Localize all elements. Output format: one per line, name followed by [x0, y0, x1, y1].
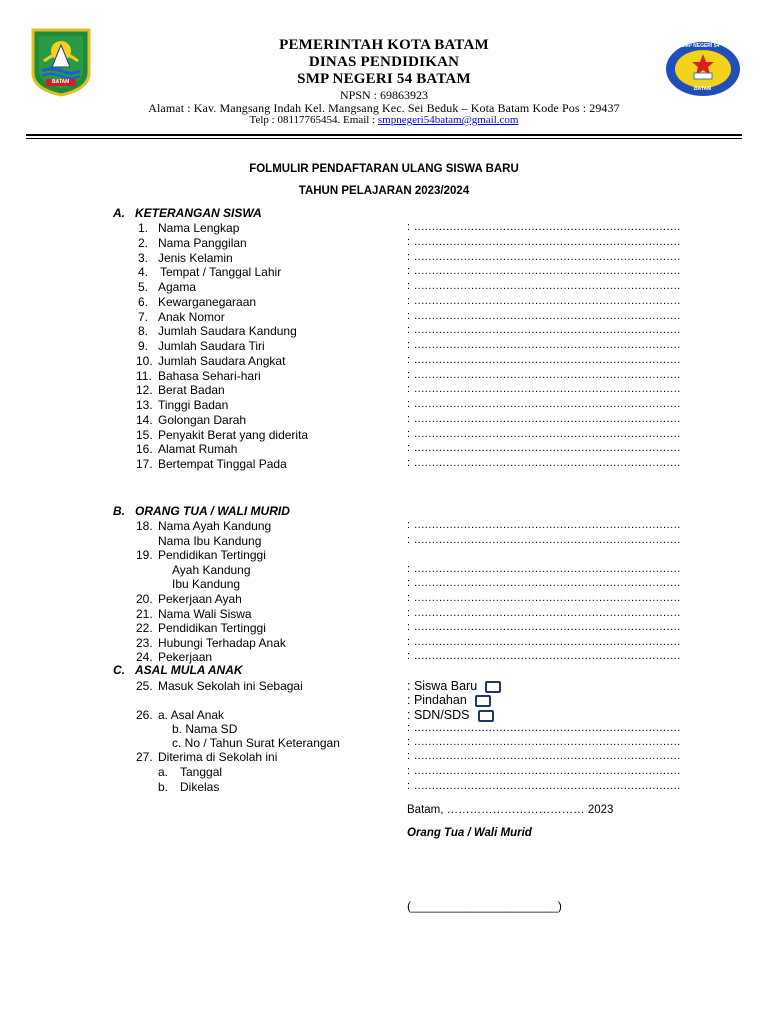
- item-label: Anak Nomor: [158, 309, 225, 324]
- item-27-fill[interactable]: : ...........................................................................: [407, 750, 681, 762]
- siswa-baru-checkbox[interactable]: [485, 681, 501, 693]
- right-logo-top-text: SMP NEGERI 54: [681, 43, 720, 49]
- item-number: 1.: [138, 221, 149, 235]
- item-number: 19.: [136, 548, 153, 563]
- item-label: Pendidikan Tertinggi: [158, 548, 266, 563]
- section-a-title: KETERANGAN SISWA: [135, 206, 262, 220]
- answer-field[interactable]: : ...........................................................................: [407, 280, 681, 292]
- section-c-letter: C.: [113, 663, 125, 677]
- item-27-num: 27.: [136, 750, 153, 764]
- answer-field[interactable]: : ...........................................................................: [407, 368, 681, 381]
- item-27a-fill[interactable]: : ...........................................................................: [407, 765, 681, 777]
- header-school-name: SMP NEGERI 54 BATAM: [297, 71, 471, 87]
- item-label: Nama Lengkap: [158, 221, 240, 235]
- item-number: 3.: [138, 250, 149, 265]
- header-npsn: NPSN : 69863923: [339, 88, 428, 102]
- item-label: Alamat Rumah: [158, 442, 238, 457]
- item-number: 2.: [138, 235, 149, 250]
- item-label: Nama Wali Siswa: [158, 606, 252, 621]
- answer-field[interactable]: : ...........................................................................: [407, 324, 681, 337]
- answer-field[interactable]: : ...........................................................................: [407, 235, 681, 248]
- item-number: 12.: [136, 383, 153, 398]
- item-26c-fill[interactable]: : ...........................................................................: [407, 736, 681, 748]
- option-sdn-sds[interactable]: [407, 708, 494, 722]
- answer-field[interactable]: : ...........................................................................: [407, 265, 681, 278]
- item-label: Jenis Kelamin: [158, 250, 233, 265]
- item-27a-label: Tanggal: [180, 765, 223, 779]
- answer-field[interactable]: : ...........................................................................: [407, 533, 681, 546]
- item-number: 4.: [138, 265, 149, 280]
- header-contact: [0, 114, 768, 126]
- option-pindahan-label: : Pindahan: [407, 693, 467, 707]
- item-number: 18.: [136, 519, 153, 533]
- item-label: Bahasa Sehari-hari: [158, 368, 261, 383]
- item-label: Kewarganegaraan: [158, 294, 257, 309]
- option-pindahan[interactable]: [407, 693, 491, 707]
- answer-field[interactable]: : ...........................................................................: [407, 519, 681, 531]
- item-27a-letter: a.: [158, 765, 169, 779]
- signature-place-date: Batam, ……………………………… 2023: [407, 804, 614, 816]
- item-number: 10.: [136, 353, 153, 368]
- item-label: Berat Badan: [158, 383, 225, 398]
- item-label: Pekerjaan Ayah: [158, 592, 242, 606]
- answer-field[interactable]: : ...........................................................................: [407, 442, 681, 455]
- section-b-heading: [113, 504, 290, 518]
- answer-field[interactable]: : ...........................................................................: [407, 606, 681, 619]
- item-number: 16.: [136, 442, 153, 457]
- answer-field[interactable]: : ...........................................................................: [407, 294, 681, 307]
- item-label: Nama Ayah Kandung: [158, 519, 272, 533]
- item-label: Hubungi Terhadap Anak: [158, 635, 286, 650]
- answer-field[interactable]: : ...........................................................................: [407, 412, 681, 425]
- answer-field[interactable]: : ...........................................................................: [407, 577, 681, 590]
- header-government: PEMERINTAH KOTA BATAM: [279, 37, 489, 53]
- item-number: 13.: [136, 398, 153, 412]
- item-label: Jumlah Saudara Angkat: [158, 353, 286, 368]
- item-label: Jumlah Saudara Tiri: [158, 339, 265, 353]
- item-label: Nama Ibu Kandung: [158, 533, 262, 548]
- left-logo-text: BATAM: [52, 79, 70, 85]
- answer-field[interactable]: : ...........................................................................: [407, 383, 681, 396]
- item-number: 24.: [136, 650, 153, 665]
- header-divider-thick: [26, 134, 742, 136]
- right-logo-bottom-text: BATAM: [694, 86, 712, 92]
- item-number: 7.: [138, 309, 149, 324]
- item-number: 22.: [136, 621, 153, 636]
- section-c-heading: [113, 663, 243, 677]
- item-label: Pendidikan Tertinggi: [158, 621, 266, 636]
- form-year: TAHUN PELAJARAN 2023/2024: [298, 185, 470, 197]
- item-26c-label: c. No / Tahun Surat Keterangan: [172, 736, 340, 750]
- item-label: Nama Panggilan: [158, 235, 247, 250]
- item-number: 23.: [136, 635, 153, 650]
- item-number: 15.: [136, 427, 153, 442]
- header-divider-thin: [26, 138, 742, 139]
- item-number: 21.: [136, 606, 153, 621]
- answer-field[interactable]: : ...........................................................................: [407, 592, 681, 604]
- answer-field[interactable]: : ...........................................................................: [407, 621, 681, 634]
- item-label: Penyakit Berat yang diderita: [158, 427, 309, 442]
- form-title: FOLMULIR PENDAFTARAN ULANG SISWA BARU: [249, 163, 519, 175]
- answer-field[interactable]: : ...........................................................................: [407, 309, 681, 322]
- item-label: Bertempat Tinggal Pada: [158, 457, 287, 471]
- section-b-title: ORANG TUA / WALI MURID: [135, 504, 290, 518]
- answer-field[interactable]: : ...........................................................................: [407, 250, 681, 263]
- signature-role: Orang Tua / Wali Murid: [407, 827, 532, 839]
- item-26a-label: a. Asal Anak: [158, 708, 225, 722]
- item-label: Ibu Kandung: [172, 577, 241, 592]
- option-siswa-baru-label: : Siswa Baru: [407, 679, 478, 693]
- item-26-num: 26.: [136, 708, 153, 722]
- sdn-sds-checkbox[interactable]: [478, 710, 494, 722]
- header-telp: Telp : 08117765454. Email :: [249, 114, 378, 126]
- item-25-label: Masuk Sekolah ini Sebagai: [158, 679, 303, 693]
- answer-field[interactable]: : ...........................................................................: [407, 427, 681, 440]
- item-27-label: Diterima di Sekolah ini: [158, 750, 278, 764]
- item-25-num: 25.: [136, 679, 153, 693]
- answer-field[interactable]: : ...........................................................................: [407, 353, 681, 366]
- answer-field[interactable]: : ...........................................................................: [407, 457, 681, 469]
- item-number: 11.: [136, 368, 152, 383]
- item-27b-label: Dikelas: [180, 780, 220, 794]
- answer-field[interactable]: : ...........................................................................: [407, 339, 681, 351]
- item-label: Pekerjaan: [158, 650, 213, 665]
- item-number: 5.: [138, 280, 149, 294]
- answer-field[interactable]: : ...........................................................................: [407, 635, 681, 648]
- item-27b-fill[interactable]: : ...........................................................................: [407, 780, 681, 792]
- email-link[interactable]: smpnegeri54batam@gmail.com: [377, 114, 519, 126]
- item-number: 9.: [138, 339, 149, 353]
- item-27b-letter: b.: [158, 780, 169, 794]
- item-label: Golongan Darah: [158, 412, 247, 427]
- item-label: Tinggi Badan: [158, 398, 229, 412]
- header-address: Alamat : Kav. Mangsang Indah Kel. Mangsang Kec. Sei Beduk – Kota Batam Kode Pos : 29437: [148, 101, 620, 115]
- item-label: Tempat / Tanggal Lahir: [160, 265, 282, 280]
- item-label: Ayah Kandung: [172, 562, 251, 577]
- item-26b-fill[interactable]: : ...........................................................................: [407, 722, 681, 734]
- item-number: 8.: [138, 324, 149, 339]
- item-number: 6.: [138, 294, 149, 309]
- section-c-title: ASAL MULA ANAK: [135, 663, 243, 677]
- item-number: 20.: [136, 592, 153, 606]
- item-number: 14.: [136, 412, 153, 427]
- header-department: DINAS PENDIDIKAN: [308, 54, 460, 70]
- section-a-heading: [113, 206, 262, 220]
- answer-field[interactable]: : ...........................................................................: [407, 562, 681, 575]
- option-sdn-sds-label: : SDN/SDS: [407, 708, 470, 722]
- section-b-letter: B.: [113, 504, 125, 518]
- signature-name-line[interactable]: (______________________): [407, 899, 562, 913]
- item-number: 17.: [136, 457, 153, 471]
- option-siswa-baru[interactable]: [407, 679, 501, 693]
- section-a-letter: A.: [113, 206, 125, 220]
- pindahan-checkbox[interactable]: [475, 695, 491, 707]
- answer-field[interactable]: : ...........................................................................: [407, 398, 681, 410]
- answer-field[interactable]: : ...........................................................................: [407, 650, 681, 663]
- answer-field[interactable]: : ...........................................................................: [407, 221, 681, 233]
- item-label: Jumlah Saudara Kandung: [158, 324, 297, 339]
- item-label: Agama: [158, 280, 197, 294]
- item-26b-label: b. Nama SD: [172, 722, 238, 736]
